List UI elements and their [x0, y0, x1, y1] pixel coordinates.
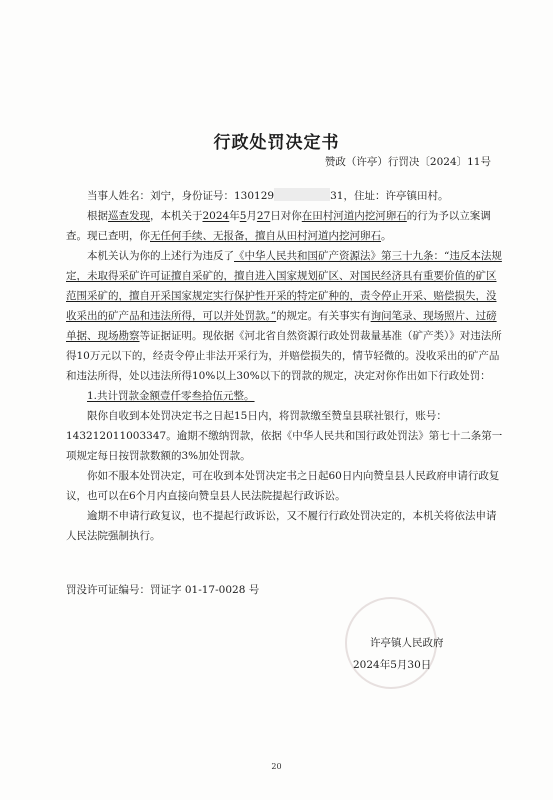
text: ，本机关于	[150, 210, 203, 222]
text: 日对你	[270, 210, 302, 222]
underlined-text: 巡查发现	[108, 210, 150, 222]
text: 的行为予以立案调查。现已查明，你	[66, 210, 491, 242]
text: 本机关认为你的上述行为违反了	[87, 250, 234, 262]
underlined-text: 2024	[202, 210, 230, 222]
penalty-item	[66, 386, 504, 406]
underlined-text: 5	[239, 210, 247, 222]
signing-date: 2024年5月30日	[353, 659, 432, 671]
underlined-text: 在田村河道内挖河卵石	[301, 210, 407, 222]
underlined-text: 27	[256, 210, 271, 222]
party-text-b: 31，住址：许亭镇田村。	[330, 190, 449, 202]
paragraph-appeal: 你如不服本处罚决定，可在收到本处罚决定书之日起60日内向赞皇县人民政府申请行政复议，也可以在6个月内直接向赞皇县人民法院提起行政诉讼。	[66, 470, 500, 502]
permit-number: 罚没许可证编号：罚证字 01-17-0028 号	[66, 584, 260, 596]
party-text-a: 当事人姓名：刘宁，身份证号：130129	[87, 190, 275, 202]
document-number: 赞政（许亭）行罚决〔2024〕11号	[324, 156, 491, 168]
page-title: 行政处罚决定书	[213, 133, 340, 153]
text: 根据	[87, 210, 108, 222]
underlined-text: 询问笔录、现场照片、过磅单据、现场勘察	[66, 310, 497, 342]
paragraph-findings	[66, 206, 504, 246]
paragraph-legal-basis	[66, 246, 504, 386]
paragraph-enforcement: 逾期不申请行政复议，也不提起行政诉讼，又不履行行政处罚决定的，本机关将依法申请人民法院强制执行。	[66, 510, 497, 542]
text: 等证据证明。现依据《河北省自然资源行政处罚裁量基准（矿产类）》对违法所得10万元以下的，经责令停止非法开采行为，并赔偿损失的，情节轻微的。没收采出的矿产品和违法所得，处以违法所得10%以上30%以下的罚款的规定，决定对你作出如下行政处罚：	[66, 330, 502, 382]
paragraph-payment: 限你自收到本处罚决定书之日起15日内，将罚款缴至赞皇县联社银行，账号：143212011003347。逾期不缴纳罚款，依据《中华人民共和国行政处罚法》第七十二条第一项规定每日按罚款数额的3%加处罚款。	[66, 410, 503, 462]
redaction-block	[274, 188, 330, 201]
underlined-text: 1.共计罚款金额壹仟零叁拾伍元整。	[87, 390, 255, 402]
underlined-text: 无任何手续、无报备，擅自从田村河道内挖河卵石	[150, 230, 381, 242]
party-info	[66, 186, 504, 206]
document-body	[66, 186, 504, 546]
text: 。	[381, 230, 392, 242]
signing-organization: 许亭镇人民政府	[370, 637, 444, 649]
text: 的规定。有关事实有	[276, 310, 371, 322]
underlined-text: 《中华人民共和国矿产资源法》第三十九条：“违反本法规定，未取得采矿许可证擅自采矿的，擅自进入国家规划矿区、对国民经济具有重要价值的矿区范围采矿的，擅自开采国家规定实行保护性开采的特定矿种的，责令停止开采、赔偿损失，没收采出的矿产品和违法所得，可以并处罚款。”	[66, 250, 502, 322]
page-number: 20	[271, 762, 282, 771]
text: 月	[246, 210, 257, 222]
text: 年	[229, 210, 240, 222]
